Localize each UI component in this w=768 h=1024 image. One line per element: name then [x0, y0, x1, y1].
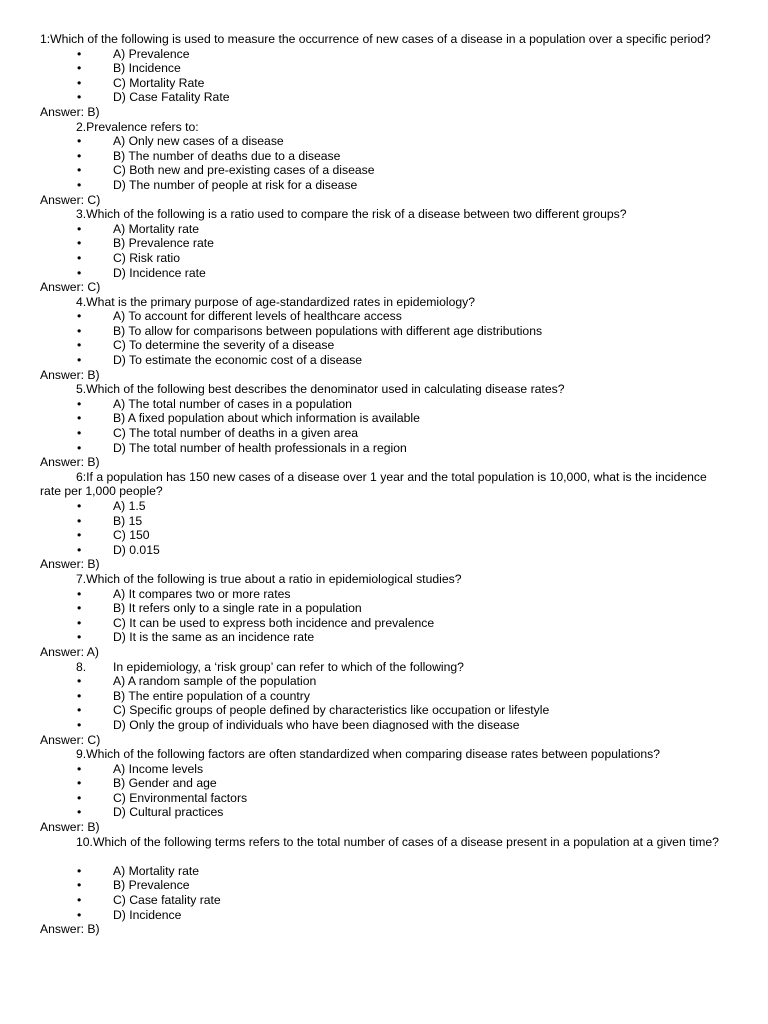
option: • C) Specific groups of people defined by characteristics like occupation or lifestyle — [77, 703, 550, 718]
option: • B) The number of deaths due to a disease — [77, 148, 341, 163]
question-text: 2.Prevalence refers to: — [76, 119, 199, 134]
option: • B) It refers only to a single rate in a population — [77, 601, 362, 616]
answer-line: Answer: B) — [40, 104, 100, 119]
answer-line: Answer: B) — [40, 557, 100, 572]
bullet-icon: • — [77, 338, 82, 353]
options-list — [40, 499, 768, 557]
bullet-icon: • — [77, 265, 82, 280]
option: • C) To determine the severity of a disease — [77, 338, 335, 353]
question-text: 8. In epidemiology, a ‘risk group’ can refer to which of the following? — [76, 659, 464, 674]
bullet-icon: • — [77, 878, 82, 893]
option: • A) Mortality rate — [77, 221, 200, 236]
bullet-icon: • — [77, 323, 82, 338]
option: • B) A fixed population about which information is available — [77, 411, 420, 426]
bullet-icon: • — [77, 630, 82, 645]
bullet-icon: • — [77, 717, 82, 732]
question-2 — [40, 120, 768, 193]
answer-line: Answer: B) — [40, 922, 100, 937]
answer-line: Answer: B) — [40, 455, 100, 470]
question-3 — [40, 207, 768, 280]
bullet-icon: • — [77, 148, 82, 163]
bullet-icon: • — [77, 674, 82, 689]
options-list — [40, 864, 768, 922]
option: • A) Mortality rate — [77, 863, 200, 878]
bullet-icon: • — [77, 805, 82, 820]
option: • A) Only new cases of a disease — [77, 134, 284, 149]
question-text: 9.Which of the following factors are often standardized when comparing disease rates between populations? — [76, 747, 661, 762]
options-list — [40, 762, 768, 820]
option: • C) Risk ratio — [77, 250, 181, 265]
bullet-icon: • — [77, 863, 82, 878]
question-4 — [40, 295, 768, 368]
option: • C) Mortality Rate — [77, 75, 205, 90]
bullet-icon: • — [77, 790, 82, 805]
bullet-icon: • — [77, 601, 82, 616]
question-text: 4.What is the primary purpose of age-standardized rates in epidemiology? — [76, 294, 476, 309]
question-8 — [40, 660, 768, 733]
option: • C) 150 — [77, 528, 150, 543]
option: • D) It is the same as an incidence rate — [77, 630, 315, 645]
option: • C) The total number of deaths in a given area — [77, 426, 359, 441]
option: • B) The entire population of a country — [77, 688, 310, 703]
bullet-icon: • — [77, 250, 82, 265]
question-text-continuation: rate per 1,000 people? — [40, 484, 163, 499]
bullet-icon: • — [77, 46, 82, 61]
option: • A) It compares two or more rates — [77, 586, 291, 601]
bullet-icon: • — [77, 61, 82, 76]
option: • A) The total number of cases in a population — [77, 396, 352, 411]
options-list — [40, 134, 768, 192]
bullet-icon: • — [77, 542, 82, 557]
answer-line: Answer: B) — [40, 367, 100, 382]
option: • A) Prevalence — [77, 46, 190, 61]
option: • C) Case fatality rate — [77, 893, 221, 908]
option: • B) Incidence — [77, 61, 181, 76]
bullet-icon: • — [77, 615, 82, 630]
option: • C) Both new and pre-existing cases of a disease — [77, 163, 375, 178]
answer-line: Answer: C) — [40, 280, 101, 295]
question-text: 3.Which of the following is a ratio used to compare the risk of a disease between two different groups? — [76, 207, 627, 222]
option: • D) The number of people at risk for a disease — [77, 177, 358, 192]
option: • D) 0.015 — [77, 542, 160, 557]
bullet-icon: • — [77, 163, 82, 178]
bullet-icon: • — [77, 134, 82, 149]
option: • B) Prevalence rate — [77, 236, 214, 251]
question-5 — [40, 382, 768, 455]
question-text: 6:If a population has 150 new cases of a disease over 1 year and the total population is 10,000, what is the incidence rate per 1,000 people? — [40, 470, 766, 499]
option: • D) Only the group of individuals who have been diagnosed with the disease — [77, 717, 520, 732]
options-list — [40, 397, 768, 455]
question-9 — [40, 747, 768, 820]
question-text: 10.Which of the following terms refers to the total number of cases of a disease present in a population at a given time? — [76, 834, 719, 849]
bullet-icon: • — [77, 353, 82, 368]
answer-line: Answer: A) — [40, 644, 99, 659]
question-text: 1:Which of the following is used to measure the occurrence of new cases of a disease in a population over a specific period? — [40, 32, 711, 46]
answer-line: Answer: C) — [40, 192, 101, 207]
bullet-icon: • — [77, 221, 82, 236]
bullet-icon: • — [77, 499, 82, 513]
bullet-icon: • — [77, 236, 82, 251]
question-text: 5.Which of the following best describes the denominator used in calculating disease rates? — [76, 382, 565, 397]
bullet-icon: • — [77, 703, 82, 718]
options-list — [40, 47, 768, 105]
option: • D) To estimate the economic cost of a disease — [77, 353, 363, 368]
option: • C) Environmental factors — [77, 790, 248, 805]
question-1 — [40, 32, 768, 105]
bullet-icon: • — [77, 396, 82, 411]
option: • D) Incidence rate — [77, 265, 206, 280]
option: • A) To account for different levels of healthcare access — [77, 309, 402, 324]
option: • D) The total number of health professionals in a region — [77, 440, 407, 455]
question-10 — [40, 835, 768, 923]
option: • A) Income levels — [77, 761, 204, 776]
bullet-icon: • — [77, 586, 82, 601]
bullet-icon: • — [77, 688, 82, 703]
answer-line: Answer: B) — [40, 820, 100, 835]
question-7 — [40, 572, 768, 645]
bullet-icon: • — [77, 411, 82, 426]
bullet-icon: • — [77, 309, 82, 324]
options-list — [40, 309, 768, 367]
option: • D) Cultural practices — [77, 805, 224, 820]
answer-line: Answer: C) — [40, 732, 101, 747]
bullet-icon: • — [77, 893, 82, 908]
bullet-icon: • — [77, 761, 82, 776]
bullet-icon: • — [77, 528, 82, 543]
options-list — [40, 674, 768, 732]
option: • D) Case Fatality Rate — [77, 90, 230, 105]
question-6 — [40, 470, 768, 558]
bullet-icon: • — [77, 440, 82, 455]
bullet-icon: • — [77, 90, 82, 105]
question-text: 7.Which of the following is true about a ratio in epidemiological studies? — [76, 571, 462, 586]
bullet-icon: • — [77, 75, 82, 90]
bullet-icon: • — [77, 513, 82, 528]
option: • B) Prevalence — [77, 878, 190, 893]
bullet-icon: • — [77, 177, 82, 192]
bullet-icon: • — [77, 907, 82, 922]
option: • A) 1.5 — [77, 499, 146, 513]
options-list — [40, 587, 768, 645]
option: • C) It can be used to express both incidence and prevalence — [77, 615, 435, 630]
options-list — [40, 222, 768, 280]
option: • B) 15 — [77, 513, 143, 528]
option: • B) Gender and age — [77, 776, 217, 791]
option: • D) Incidence — [77, 907, 182, 922]
option: • B) To allow for comparisons between populations with different age distributions — [77, 323, 543, 338]
option: • A) A random sample of the population — [77, 674, 317, 689]
bullet-icon: • — [77, 776, 82, 791]
bullet-icon: • — [77, 426, 82, 441]
